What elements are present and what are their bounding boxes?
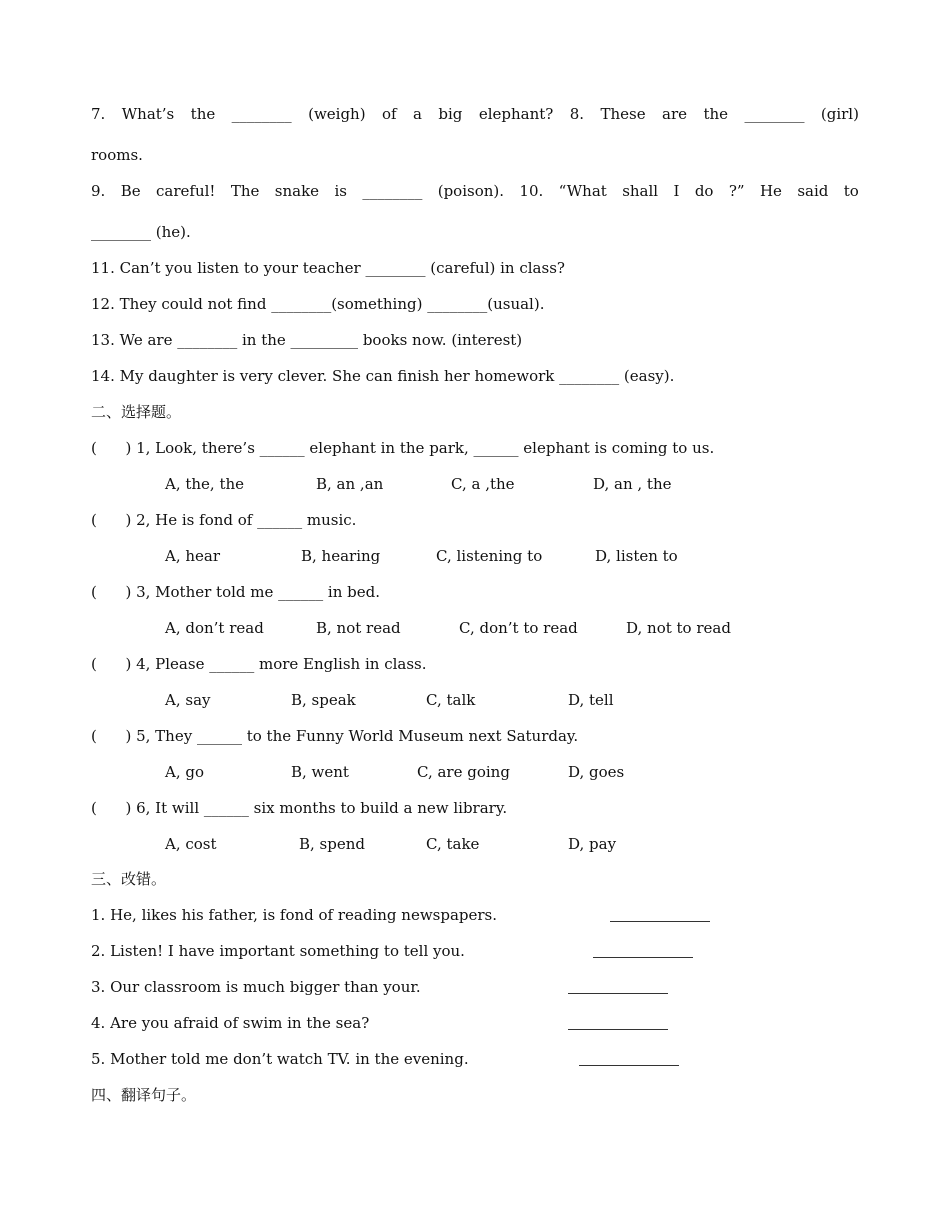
mc-2-option-d: D, listen to	[595, 547, 678, 565]
mc-2-option-b: B, hearing	[301, 547, 381, 565]
q9_10_line1-word: ________	[362, 182, 423, 200]
q7_8_line1-word: elephant?	[478, 105, 554, 123]
q7_8_line1-word: of	[382, 105, 397, 123]
question-10-continuation: ________ (he).	[91, 223, 191, 241]
mc-6-option-c: C, take	[426, 835, 480, 853]
q9_10_line1-word: (poison).	[437, 182, 505, 200]
mc-4-option-a: A, say	[165, 691, 211, 709]
question-7-8-line	[91, 104, 859, 124]
q7_8_line1-word: the	[703, 105, 729, 123]
q9_10_line1-word: is	[334, 182, 347, 200]
mc-6-option-a: A, cost	[165, 835, 217, 853]
q7_8_line1-word: are	[662, 105, 688, 123]
correction-item-2: 2. Listen! I have important something to tell you.	[91, 942, 465, 960]
mc-question-2: ( ) 2, He is fond of ______ music.	[91, 511, 357, 529]
q9_10_line1-word: shall	[622, 182, 659, 200]
question-12: 12. They could not find ________(something) ________(usual).	[91, 295, 545, 313]
q9_10_line1-word: Be	[120, 182, 141, 200]
section-2-heading: 二、选择题。	[91, 403, 182, 421]
mc-3-option-c: C, don’t to read	[459, 619, 578, 637]
mc-1-option-b: B, an ,an	[316, 475, 384, 493]
q9_10_line1-word: 10.	[519, 182, 544, 200]
mc-5-option-c: C, are going	[417, 763, 510, 781]
correction-item-4: 4. Are you afraid of swim in the sea?	[91, 1014, 370, 1032]
q9_10_line1-word: said	[797, 182, 829, 200]
answer-line-2	[593, 956, 693, 958]
q9_10_line1-word: do	[694, 182, 714, 200]
q7_8_line1-word: the	[190, 105, 216, 123]
question-8-continuation: rooms.	[91, 146, 143, 164]
mc-3-option-a: A, don’t read	[165, 619, 264, 637]
section-3-heading: 三、改错。	[91, 870, 167, 888]
answer-line-1	[610, 920, 710, 922]
mc-2-option-c: C, listening to	[436, 547, 543, 565]
q7_8_line1-word: 7.	[91, 105, 106, 123]
mc-4-option-c: C, talk	[426, 691, 476, 709]
q7_8_line1-word: ________	[744, 105, 805, 123]
mc-1-option-d: D, an , the	[593, 475, 672, 493]
q7_8_line1-word: These	[600, 105, 646, 123]
q7_8_line1-word: ________	[231, 105, 292, 123]
q9_10_line1-word: careful!	[156, 182, 216, 200]
mc-3-option-b: B, not read	[316, 619, 401, 637]
mc-5-option-a: A, go	[165, 763, 205, 781]
mc-5-option-b: B, went	[291, 763, 349, 781]
correction-item-3: 3. Our classroom is much bigger than your.	[91, 978, 421, 996]
answer-line-5	[579, 1064, 679, 1066]
q7_8_line1-word: What’s	[121, 105, 175, 123]
mc-1-option-c: C, a ,the	[451, 475, 515, 493]
mc-4-option-b: B, speak	[291, 691, 356, 709]
q9_10_line1-word: “What	[558, 182, 607, 200]
q9_10_line1-word: He	[759, 182, 782, 200]
mc-4-option-d: D, tell	[568, 691, 614, 709]
q9_10_line1-word: snake	[274, 182, 320, 200]
question-13: 13. We are ________ in the _________ books now. (interest)	[91, 331, 523, 349]
mc-question-4: ( ) 4, Please ______ more English in class.	[91, 655, 427, 673]
q7_8_line1-word: (weigh)	[308, 105, 366, 123]
correction-item-5: 5. Mother told me don’t watch TV. in the evening.	[91, 1050, 469, 1068]
q7_8_line1-word: a	[413, 105, 422, 123]
mc-question-1: ( ) 1, Look, there’s ______ elephant in the park, ______ elephant is coming to us.	[91, 439, 715, 457]
q9_10_line1-word: I	[673, 182, 680, 200]
answer-line-4	[568, 1028, 668, 1030]
correction-item-1: 1. He, likes his father, is fond of reading newspapers.	[91, 906, 498, 924]
section-4-heading: 四、翻译句子。	[91, 1086, 197, 1104]
mc-1-option-a: A, the, the	[165, 475, 245, 493]
mc-question-3: ( ) 3, Mother told me ______ in bed.	[91, 583, 380, 601]
mc-5-option-d: D, goes	[568, 763, 625, 781]
q9_10_line1-word: ?”	[728, 182, 745, 200]
question-9-10-line	[91, 181, 859, 201]
q9_10_line1-word: to	[843, 182, 859, 200]
mc-question-6: ( ) 6, It will ______ six months to build a new library.	[91, 799, 508, 817]
q9_10_line1-word: The	[230, 182, 260, 200]
question-11: 11. Can’t you listen to your teacher ________ (careful) in class?	[91, 259, 565, 277]
q9_10_line1-word: 9.	[91, 182, 106, 200]
mc-2-option-a: A, hear	[165, 547, 221, 565]
mc-3-option-d: D, not to read	[626, 619, 731, 637]
answer-line-3	[568, 992, 668, 994]
q7_8_line1-word: (girl)	[820, 105, 859, 123]
mc-6-option-d: D, pay	[568, 835, 617, 853]
q7_8_line1-word: 8.	[569, 105, 585, 123]
mc-question-5: ( ) 5, They ______ to the Funny World Museum next Saturday.	[91, 727, 579, 745]
mc-6-option-b: B, spend	[299, 835, 365, 853]
question-14: 14. My daughter is very clever. She can finish her homework ________ (easy).	[91, 367, 675, 385]
q7_8_line1-word: big	[438, 105, 463, 123]
